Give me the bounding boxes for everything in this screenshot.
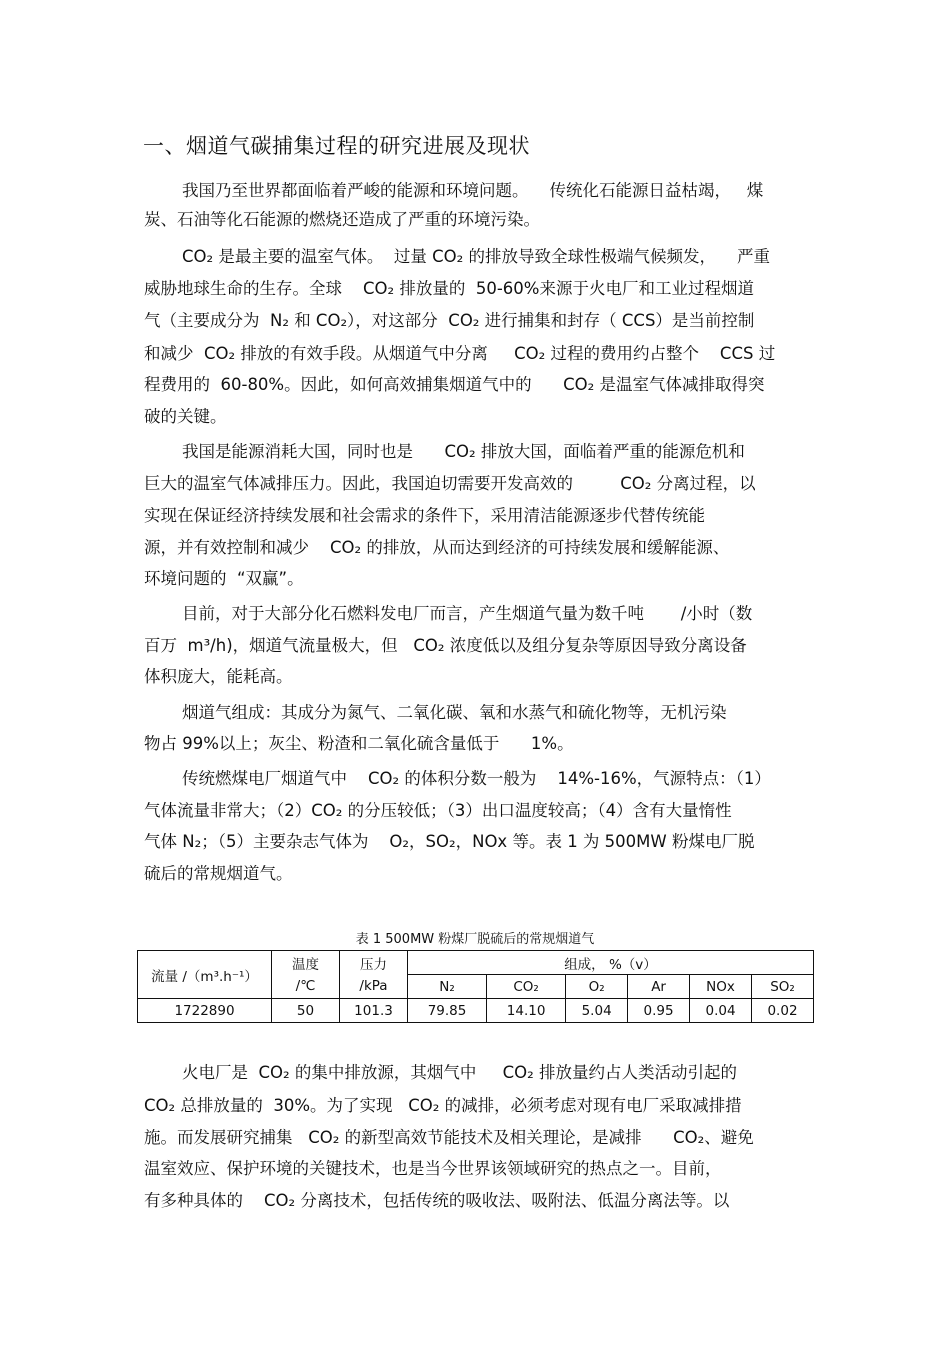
table-header-co2: CO₂ [487,975,566,999]
flue-gas-table [137,950,814,1023]
paragraph-line: 气（主要成分为 N₂ 和 CO₂），对这部分 CO₂ 进行捕集和封存（ CCS）是当前控制 [144,311,755,330]
paragraph-line: 炭、石油等化石能源的燃烧还造成了严重的环境污染。 [144,210,540,229]
table-cell: 0.95 [628,999,690,1023]
table-header-flow: 流量 /（m³.h⁻¹） [138,951,272,999]
table-header-nox: NOx [690,975,752,999]
paragraph-line: 百万 m³/h)，烟道气流量极大，但 CO₂ 浓度低以及组分复杂等原因导致分离设备 [144,636,747,655]
paragraph-line: 传统燃煤电厂烟道气中 CO₂ 的体积分数一般为 14%-16%，气源特点：（1） [182,769,771,788]
table-cell: 101.3 [340,999,408,1023]
paragraph-line: 源，并有效控制和减少 CO₂ 的排放，从而达到经济的可持续发展和缓解能源、 [144,538,730,557]
paragraph-line: 我国是能源消耗大国，同时也是 CO₂ 排放大国，面临着严重的能源危机和 [182,442,745,461]
table-row [138,999,814,1023]
paragraph-line: 巨大的温室气体减排压力。因此，我国迫切需要开发高效的 CO₂ 分离过程，以 [144,474,756,493]
paragraph-line: 有多种具体的 CO₂ 分离技术，包括传统的吸收法、吸附法、低温分离法等。以 [144,1191,730,1210]
table-cell: 14.10 [487,999,566,1023]
paragraph-line: CO₂ 是最主要的温室气体。 过量 CO₂ 的排放导致全球性极端气候频发， 严重 [182,247,770,266]
table-header-pressure-unit: /kPa [340,975,408,999]
table-header-composition: 组成， %（v） [408,951,814,975]
table-cell: 0.02 [752,999,814,1023]
paragraph-line: 和减少 CO₂ 排放的有效手段。从烟道气中分离 CO₂ 过程的费用约占整个 CCS 过 [144,344,776,363]
table-header-temp-unit: /℃ [272,975,340,999]
table-cell: 79.85 [408,999,487,1023]
paragraph-line: 环境问题的 “双赢”。 [144,569,304,588]
paragraph-line: 破的关键。 [144,407,227,426]
table-cell: 5.04 [566,999,628,1023]
paragraph-line: CO₂ 总排放量的 30%。为了实现 CO₂ 的减排，必须考虑对现有电厂采取减排措 [144,1096,742,1115]
table-cell: 50 [272,999,340,1023]
paragraph-line: 我国乃至世界都面临着严峻的能源和环境问题。 传统化石能源日益枯竭， 煤 [182,181,764,200]
section-heading: 一、烟道气碳捕集过程的研究进展及现状 [143,134,530,158]
paragraph-line: 气体 N₂；（5）主要杂志气体为 O₂，SO₂，NOx 等。表 1 为 500MW 粉煤电厂脱 [144,832,755,851]
table-header-so2: SO₂ [752,975,814,999]
table-header-o2: O₂ [566,975,628,999]
table-header-n2: N₂ [408,975,487,999]
table-header-pressure: 压力 [340,951,408,975]
paragraph-line: 威胁地球生命的生存。全球 CO₂ 排放量的 50-60%来源于火电厂和工业过程烟道 [144,279,754,298]
table-cell: 0.04 [690,999,752,1023]
paragraph-line: 火电厂是 CO₂ 的集中排放源，其烟气中 CO₂ 排放量约占人类活动引起的 [182,1063,737,1082]
paragraph-line: 施。而发展研究捕集 CO₂ 的新型高效节能技术及相关理论，是减排 CO₂、避免 [144,1128,754,1147]
table-caption: 表 1 500MW 粉煤厂脱硫后的常规烟道气 [355,932,595,947]
table-header-ar: Ar [628,975,690,999]
paragraph-line: 温室效应、保护环境的关键技术，也是当今世界该领域研究的热点之一。目前， [144,1159,722,1178]
paragraph-line: 硫后的常规烟道气。 [144,864,293,883]
paragraph-line: 目前，对于大部分化石燃料发电厂而言，产生烟道气量为数千吨 /小时（数 [182,604,753,623]
paragraph-line: 烟道气组成：其成分为氮气、二氧化碳、氧和水蒸气和硫化物等，无机污染 [182,703,727,722]
table-header-temp: 温度 [272,951,340,975]
paragraph-line: 程费用的 60-80%。因此，如何高效捕集烟道气中的 CO₂ 是温室气体减排取得突 [144,375,765,394]
paragraph-line: 气体流量非常大；（2）CO₂ 的分压较低；（3）出口温度较高；（4）含有大量惰性 [144,801,732,820]
paragraph-line: 物占 99%以上；灰尘、粉渣和二氧化硫含量低于 1%。 [144,734,574,753]
paragraph-line: 实现在保证经济持续发展和社会需求的条件下，采用清洁能源逐步代替传统能 [144,506,705,525]
paragraph-line: 体积庞大，能耗高。 [144,667,293,686]
table-cell: 1722890 [138,999,272,1023]
